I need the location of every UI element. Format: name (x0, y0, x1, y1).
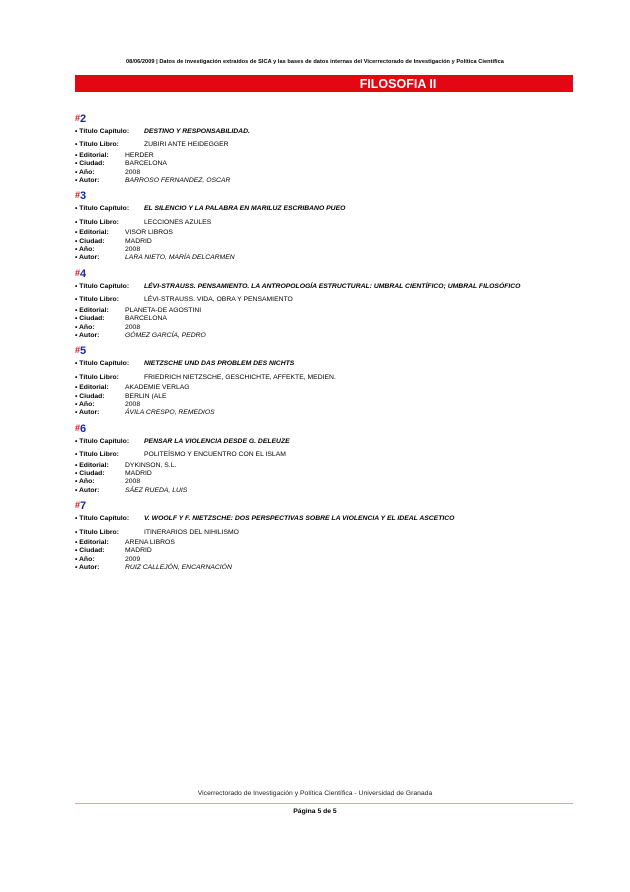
author-row (75, 177, 565, 185)
chapter-title: LÉVI-STRAUSS. PENSAMIENTO. LA ANTROPOLOGÍA ESTRUCTURAL: UMBRAL CIENTÍFICO; UMBRAL FILOSÓFICO (144, 282, 521, 290)
publisher-label: • Editorial: (75, 151, 109, 159)
page-number: Página 5 de 5 (293, 808, 337, 815)
hash-icon: # (75, 500, 81, 511)
author-value: BARROSO FERNANDEZ, OSCAR (125, 177, 231, 185)
city-value: MADRID (125, 469, 152, 477)
record-number (75, 111, 565, 128)
publisher-value: PLANETA-DE AGOSTINI (125, 306, 202, 314)
year-row (75, 169, 565, 177)
chapter-label: • Título Capítulo: (75, 360, 130, 368)
document-header: 08/06/2009 | Datos de investigación extraídos de SICA y las bases de datos internas del Vicerrectorado de Investigación y Política Científica (126, 59, 504, 65)
record-item (75, 111, 565, 185)
author-row (75, 409, 565, 417)
year-value: 2008 (125, 478, 141, 486)
book-row (75, 141, 565, 149)
year-label: • Año: (75, 246, 95, 254)
book-label: • Título Libro: (75, 296, 119, 304)
city-row (75, 470, 565, 478)
year-row (75, 324, 565, 332)
year-label: • Año: (75, 555, 95, 563)
publisher-value: HERDER (125, 151, 154, 159)
book-label: • Título Libro: (75, 528, 119, 536)
publisher-label: • Editorial: (75, 539, 109, 546)
book-row (75, 374, 565, 382)
book-label: • Título Libro: (75, 141, 119, 149)
section-title: FILOSOFIA II (359, 77, 437, 91)
book-title: POLITEÍSMO Y ENCUENTRO CON EL ISLAM (144, 451, 286, 459)
chapter-label: • Título Capítulo: (75, 282, 130, 290)
publisher-value: ARENA LIBROS (125, 539, 175, 546)
city-row (75, 547, 565, 555)
publisher-row (75, 307, 565, 315)
records-list (75, 111, 565, 576)
book-title: FRIEDRICH NIETZSCHE, GESCHICHTE, AFFEKTE, MEDIEN. (144, 373, 336, 381)
publisher-row (75, 229, 565, 237)
publisher-row (75, 384, 565, 392)
year-label: • Año: (75, 400, 95, 408)
publisher-value: AKADEMIE VERLAG (125, 384, 190, 392)
author-label: • Autor: (75, 177, 100, 185)
record-item (75, 343, 565, 417)
section-title-bar (75, 75, 573, 92)
year-value: 2008 (125, 323, 141, 331)
author-label: • Autor: (75, 486, 100, 494)
city-label: • Ciudad: (75, 160, 105, 168)
chapter-title: EL SILENCIO Y LA PALABRA EN MARILUZ ESCRIBANO PUEO (144, 205, 346, 213)
hash-icon: # (75, 422, 81, 433)
publisher-label: • Editorial: (75, 229, 109, 237)
footer-divider (75, 803, 573, 804)
chapter-title: NIETZSCHE UND DAS PROBLEM DES NICHTS (144, 360, 295, 368)
chapter-row (75, 360, 565, 368)
city-label: • Ciudad: (75, 315, 105, 323)
book-title: ITINERARIOS DEL NIHILISMO (144, 528, 239, 536)
year-value: 2008 (125, 400, 141, 408)
year-row (75, 478, 565, 486)
record-number-value: 6 (80, 422, 87, 435)
hash-icon: # (75, 113, 81, 123)
author-value: ÁVILA CRESPO, REMEDIOS (125, 409, 215, 417)
city-value: BARCELONA (125, 315, 167, 323)
publisher-label: • Editorial: (75, 384, 109, 392)
record-item (75, 421, 565, 495)
chapter-label: • Título Capítulo: (75, 437, 130, 445)
city-value: MADRID (125, 237, 152, 245)
book-row (75, 451, 565, 459)
city-row (75, 160, 565, 168)
year-value: 2009 (125, 555, 141, 563)
chapter-title: V. WOOLF Y F. NIETZSCHE: DOS PERSPECTIVAS SOBRE LA VIOLENCIA Y EL IDEAL ASCETICO (144, 515, 455, 523)
record-item (75, 266, 565, 340)
city-row (75, 238, 565, 246)
book-title: LECCIONES AZULES (144, 218, 212, 226)
publisher-value: VISOR LIBROS (125, 229, 173, 237)
year-row (75, 556, 565, 564)
author-label: • Autor: (75, 331, 100, 339)
year-label: • Año: (75, 168, 95, 176)
record-number (75, 498, 565, 515)
city-label: • Ciudad: (75, 469, 105, 477)
city-value: BERLIN (ALE (125, 392, 167, 400)
author-row (75, 254, 565, 262)
publisher-value: DYKINSON, S.L. (125, 461, 177, 469)
book-label: • Título Libro: (75, 451, 119, 459)
chapter-row (75, 515, 565, 523)
author-value: SÁEZ RUEDA, LUIS (125, 486, 188, 494)
author-row (75, 487, 565, 495)
book-row (75, 219, 565, 227)
city-label: • Ciudad: (75, 237, 105, 245)
hash-icon: # (75, 267, 81, 278)
author-row (75, 564, 565, 572)
publisher-label: • Editorial: (75, 306, 109, 314)
city-label: • Ciudad: (75, 392, 105, 400)
chapter-label: • Título Capítulo: (75, 515, 130, 523)
record-number (75, 421, 565, 438)
author-label: • Autor: (75, 409, 100, 417)
author-row (75, 332, 565, 340)
publisher-row (75, 152, 565, 160)
chapter-row (75, 283, 565, 291)
city-row (75, 315, 565, 323)
hash-icon: # (75, 345, 81, 356)
record-number-value: 2 (80, 113, 87, 125)
author-label: • Autor: (75, 564, 100, 572)
author-value: GÓMEZ GARCÍA, PEDRO (125, 331, 206, 339)
chapter-row (75, 128, 565, 136)
author-label: • Autor: (75, 254, 100, 262)
footer-text: Vicerrectorado de Investigación y Política Científica - Universidad de Granada (197, 790, 433, 797)
publisher-row (75, 539, 565, 547)
book-row (75, 529, 565, 537)
city-value: MADRID (125, 547, 152, 555)
book-row (75, 296, 565, 304)
city-label: • Ciudad: (75, 547, 105, 555)
book-label: • Título Libro: (75, 373, 119, 381)
year-label: • Año: (75, 323, 95, 331)
chapter-label: • Título Capítulo: (75, 128, 130, 135)
book-title: LÉVI-STRAUSS. VIDA, OBRA Y PENSAMIENTO (144, 296, 293, 304)
chapter-row (75, 205, 565, 213)
chapter-label: • Título Capítulo: (75, 205, 130, 213)
author-value: RUIZ CALLEJÓN, ENCARNACIÓN (125, 564, 232, 572)
author-value: LARA NIETO, MARÍA DELCARMEN (125, 254, 235, 262)
year-value: 2008 (125, 246, 141, 254)
record-number-value: 3 (80, 190, 87, 203)
record-item (75, 188, 565, 262)
publisher-row (75, 462, 565, 470)
record-number (75, 188, 565, 205)
record-item (75, 498, 565, 572)
record-number-value: 4 (80, 267, 87, 280)
record-number (75, 266, 565, 283)
city-value: BARCELONA (125, 160, 167, 168)
publisher-label: • Editorial: (75, 461, 109, 469)
book-label: • Título Libro: (75, 218, 119, 226)
chapter-title: PENSAR LA VIOLENCIA DESDE G. DELEUZE (144, 437, 290, 445)
year-value: 2008 (125, 168, 141, 176)
hash-icon: # (75, 190, 81, 201)
record-number-value: 5 (80, 345, 87, 358)
record-number (75, 343, 565, 360)
chapter-row (75, 438, 565, 446)
record-number-value: 7 (80, 500, 87, 513)
city-row (75, 393, 565, 401)
year-label: • Año: (75, 478, 95, 486)
book-title: ZUBIRI ANTE HEIDEGGER (144, 141, 229, 149)
chapter-title: DESTINO Y RESPONSABILIDAD. (144, 128, 250, 135)
